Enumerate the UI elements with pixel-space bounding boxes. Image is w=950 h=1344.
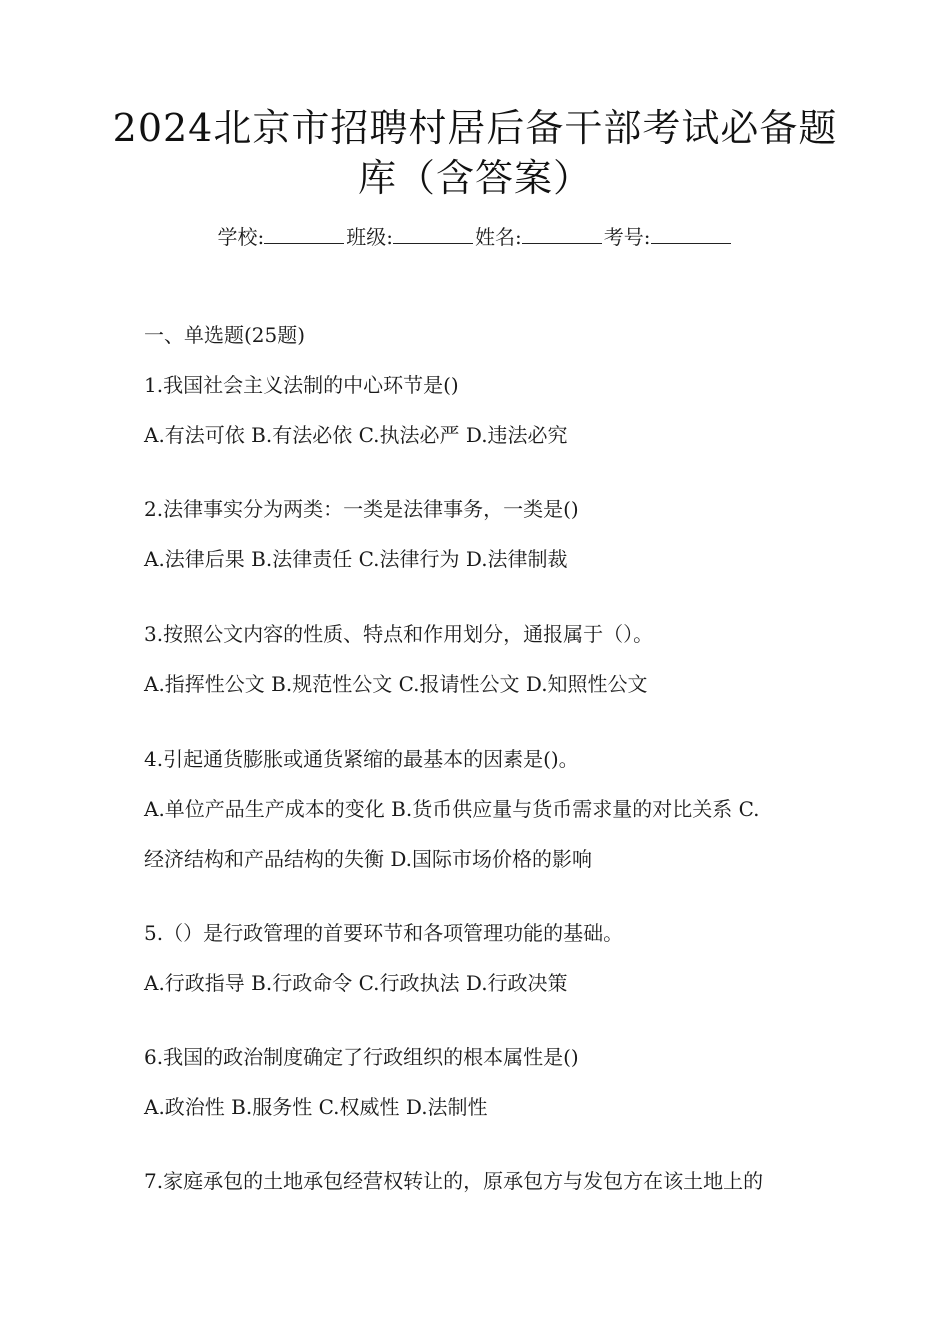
question-options-continued: 经济结构和产品结构的失衡 D.国际市场价格的影响 — [144, 847, 593, 871]
class-label: 班级: — [346, 225, 393, 249]
question-stem: 7.家庭承包的土地承包经营权转让的，原承包方与发包方在该土地上的 — [144, 1169, 764, 1193]
question-stem: 1.我国社会主义法制的中心环节是() — [144, 373, 459, 397]
name-label: 姓名: — [475, 225, 522, 249]
question-options: A.单位产品生产成本的变化 B.货币供应量与货币需求量的对比关系 C. — [144, 797, 760, 821]
question-stem: 4.引起通货膨胀或通货紧缩的最基本的因素是()。 — [144, 747, 579, 771]
question-stem: 2.法律事实分为两类：一类是法律事务，一类是() — [144, 497, 579, 521]
question-stem: 5.（）是行政管理的首要环节和各项管理功能的基础。 — [144, 921, 624, 945]
exam-title-line-1: 2024北京市招聘村居后备干部考试必备题 — [112, 106, 838, 150]
section-heading: 一、单选题(25题) — [144, 323, 306, 347]
exam-title-line-2: 库（含答案） — [357, 156, 592, 200]
school-blank[interactable] — [264, 223, 344, 244]
class-blank[interactable] — [393, 223, 473, 244]
question-stem: 3.按照公文内容的性质、特点和作用划分，通报属于（）。 — [144, 622, 654, 646]
exam-id-blank[interactable] — [651, 223, 731, 244]
question-options: A.法律后果 B.法律责任 C.法律行为 D.法律制裁 — [144, 547, 568, 571]
name-blank[interactable] — [522, 223, 602, 244]
school-label: 学校: — [217, 225, 265, 249]
exam-id-label: 考号: — [603, 225, 651, 249]
question-options: A.指挥性公文 B.规范性公文 C.报请性公文 D.知照性公文 — [144, 672, 648, 696]
question-options: A.行政指导 B.行政命令 C.行政执法 D.行政决策 — [144, 971, 568, 995]
question-options: A.政治性 B.服务性 C.权威性 D.法制性 — [144, 1095, 488, 1119]
question-stem: 6.我国的政治制度确定了行政组织的根本属性是() — [144, 1045, 579, 1069]
question-options: A.有法可依 B.有法必依 C.执法必严 D.违法必究 — [144, 423, 568, 447]
student-info-row — [0, 222, 950, 252]
